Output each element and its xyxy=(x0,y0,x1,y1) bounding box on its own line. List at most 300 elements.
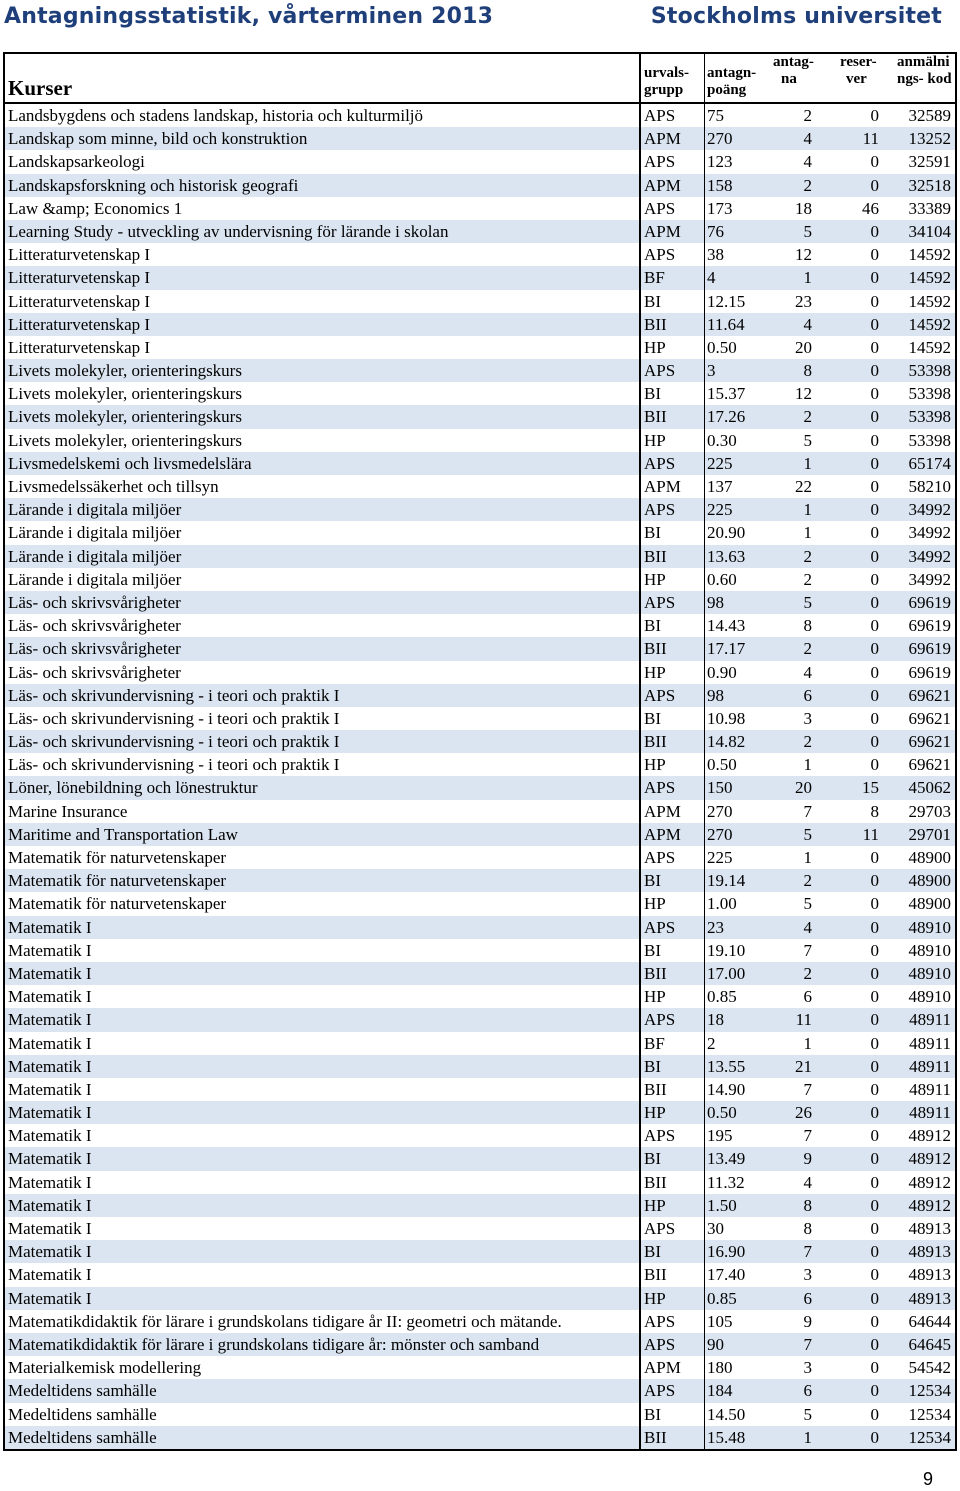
selection-group-cell: BII xyxy=(641,1171,705,1194)
selection-group-cell: BII xyxy=(641,637,705,660)
reserves-count-cell: 0 xyxy=(870,1334,879,1354)
admitted-count-cell: 1 xyxy=(803,848,812,867)
admitted-count-cell: 5 xyxy=(803,221,812,241)
reserves-count-cell: 0 xyxy=(870,1311,879,1331)
selection-group-cell: APM xyxy=(641,174,705,197)
application-code-cell: 69621 xyxy=(908,685,951,705)
application-code-cell: 48900 xyxy=(908,894,951,914)
admitted-count-cell: 7 xyxy=(803,1079,812,1099)
selection-group-cell: BII xyxy=(641,1263,705,1286)
table-row xyxy=(5,1217,955,1240)
admitted-count-cell: 1 xyxy=(803,453,812,473)
selection-group-cell: HP xyxy=(641,1287,705,1310)
reserves-count-cell: 0 xyxy=(870,245,879,265)
selection-group-cell: APS xyxy=(641,846,705,869)
application-code-cell: 34992 xyxy=(908,546,951,566)
admitted-count-cell: 1 xyxy=(803,1427,812,1447)
table-row xyxy=(5,243,955,266)
selection-group-cell: BII xyxy=(641,545,705,568)
course-name-cell: Medeltidens samhälle xyxy=(5,1426,641,1449)
course-name-cell: Matematik för naturvetenskaper xyxy=(5,869,641,892)
table-row xyxy=(5,197,955,220)
admitted-count-cell: 7 xyxy=(803,801,812,821)
application-code-cell: 48911 xyxy=(909,1079,951,1099)
admission-score-cell: 98 xyxy=(707,685,724,705)
admission-score-cell: 15.37 xyxy=(707,384,746,404)
selection-group-cell: APS xyxy=(641,1379,705,1402)
selection-group-cell: APS xyxy=(641,1333,705,1356)
table-row xyxy=(5,1032,955,1055)
reserves-count-cell: 0 xyxy=(870,592,879,612)
application-code-cell: 64644 xyxy=(908,1311,951,1331)
selection-group-cell: APS xyxy=(641,150,705,173)
column-header-urvalsgrupp xyxy=(641,54,705,102)
course-name-cell: Materialkemisk modellering xyxy=(5,1356,641,1379)
course-name-cell: Matematik I xyxy=(5,1078,641,1101)
page-header xyxy=(0,0,960,40)
application-code-cell: 48900 xyxy=(908,848,951,867)
selection-group-cell: BI xyxy=(641,939,705,962)
admission-score-cell: 0.85 xyxy=(707,1288,737,1308)
selection-group-cell: APS xyxy=(641,684,705,707)
admitted-count-cell: 1 xyxy=(803,500,812,520)
table-row xyxy=(5,985,955,1008)
table-row xyxy=(5,1194,955,1217)
admission-score-cell: 180 xyxy=(707,1358,733,1378)
selection-group-cell: BI xyxy=(641,1240,705,1263)
table-row xyxy=(5,1008,955,1031)
admission-score-cell: 105 xyxy=(707,1311,733,1331)
admission-score-cell: 225 xyxy=(707,500,733,520)
selection-group-cell: APS xyxy=(641,591,705,614)
reserves-count-cell: 0 xyxy=(870,1381,879,1401)
application-code-cell: 69621 xyxy=(908,755,951,775)
selection-group-cell: HP xyxy=(641,1194,705,1217)
course-name-cell: Läs- och skrivsvårigheter xyxy=(5,591,641,614)
admission-score-cell: 270 xyxy=(707,801,733,821)
admission-score-cell: 12.15 xyxy=(707,291,746,311)
reserves-count-cell: 46 xyxy=(862,198,879,218)
application-code-cell: 29703 xyxy=(908,801,951,821)
application-code-cell: 14592 xyxy=(908,245,951,265)
admission-score-cell: 173 xyxy=(707,198,733,218)
course-name-cell: Law &amp; Economics 1 xyxy=(5,197,641,220)
column-header-urvalsgrupp-line1: urvals- xyxy=(644,65,689,81)
admitted-count-cell: 8 xyxy=(803,1219,812,1238)
selection-group-cell: APM xyxy=(641,823,705,846)
table-row xyxy=(5,591,955,614)
reserves-count-cell: 0 xyxy=(870,453,879,473)
table-row xyxy=(5,382,955,405)
admission-score-cell: 225 xyxy=(707,453,733,473)
admission-score-cell: 75 xyxy=(707,106,724,125)
admitted-count-cell: 2 xyxy=(803,407,812,427)
application-code-cell: 48912 xyxy=(908,1195,951,1215)
table-row xyxy=(5,475,955,498)
reserves-count-cell: 0 xyxy=(870,106,879,125)
application-code-cell: 34992 xyxy=(908,500,951,520)
course-name-cell: Livsmedelskemi och livsmedelslära xyxy=(5,452,641,475)
table-row xyxy=(5,1078,955,1101)
table-row xyxy=(5,753,955,776)
application-code-cell: 12534 xyxy=(908,1427,951,1447)
admission-statistics-table xyxy=(3,52,957,1451)
application-code-cell: 14592 xyxy=(908,314,951,334)
admission-score-cell: 13.49 xyxy=(707,1149,746,1169)
column-header-anmalningskod xyxy=(883,54,955,102)
course-name-cell: Livets molekyler, orienteringskurs xyxy=(5,359,641,382)
reserves-count-cell: 0 xyxy=(870,1149,879,1169)
admitted-count-cell: 5 xyxy=(803,894,812,914)
application-code-cell: 69619 xyxy=(908,662,951,682)
selection-group-cell: BII xyxy=(641,962,705,985)
course-name-cell: Livsmedelssäkerhet och tillsyn xyxy=(5,475,641,498)
course-name-cell: Matematik I xyxy=(5,1124,641,1147)
reserves-count-cell: 0 xyxy=(870,871,879,891)
reserves-count-cell: 8 xyxy=(870,801,879,821)
course-name-cell: Livets molekyler, orienteringskurs xyxy=(5,382,641,405)
column-header-antagningspoang-line2: poäng xyxy=(707,82,747,98)
course-name-cell: Litteraturvetenskap I xyxy=(5,290,641,313)
table-row xyxy=(5,962,955,985)
table-row xyxy=(5,614,955,637)
table-row xyxy=(5,1310,955,1333)
application-code-cell: 48911 xyxy=(909,1056,951,1076)
selection-group-cell: APM xyxy=(641,220,705,243)
selection-group-cell: APS xyxy=(641,359,705,382)
selection-group-cell: APM xyxy=(641,475,705,498)
course-name-cell: Lärande i digitala miljöer xyxy=(5,568,641,591)
admission-score-cell: 17.00 xyxy=(707,963,746,983)
admission-score-cell: 76 xyxy=(707,221,724,241)
application-code-cell: 48913 xyxy=(908,1265,951,1285)
selection-group-cell: APM xyxy=(641,1356,705,1379)
course-name-cell: Läs- och skrivsvårigheter xyxy=(5,661,641,684)
admission-score-cell: 16.90 xyxy=(707,1242,746,1262)
selection-group-cell: APS xyxy=(641,1217,705,1240)
admission-score-cell: 0.50 xyxy=(707,337,737,357)
admitted-count-cell: 9 xyxy=(803,1149,812,1169)
selection-group-cell: BI xyxy=(641,707,705,730)
selection-group-cell: HP xyxy=(641,568,705,591)
selection-group-cell: APS xyxy=(641,1008,705,1031)
reserves-count-cell: 0 xyxy=(870,1033,879,1053)
course-name-cell: Lärande i digitala miljöer xyxy=(5,545,641,568)
course-name-cell: Learning Study - utveckling av undervisning för lärande i skolan xyxy=(5,220,641,243)
course-name-cell: Landskap som minne, bild och konstruktion xyxy=(5,127,641,150)
table-row xyxy=(5,823,955,846)
admission-score-cell: 13.55 xyxy=(707,1056,746,1076)
column-header-antagningspoang xyxy=(705,54,771,102)
reserves-count-cell: 0 xyxy=(870,1010,879,1030)
selection-group-cell: APS xyxy=(641,1124,705,1147)
application-code-cell: 32591 xyxy=(908,152,951,172)
application-code-cell: 48900 xyxy=(908,871,951,891)
selection-group-cell: HP xyxy=(641,336,705,359)
reserves-count-cell: 0 xyxy=(870,616,879,636)
table-row xyxy=(5,429,955,452)
application-code-cell: 33389 xyxy=(908,198,951,218)
course-name-cell: Marine Insurance xyxy=(5,800,641,823)
reserves-count-cell: 0 xyxy=(870,500,879,520)
admitted-count-cell: 9 xyxy=(803,1311,812,1331)
table-row xyxy=(5,266,955,289)
table-row xyxy=(5,545,955,568)
admission-score-cell: 0.60 xyxy=(707,569,737,589)
course-name-cell: Matematik I xyxy=(5,1171,641,1194)
reserves-count-cell: 0 xyxy=(870,1056,879,1076)
application-code-cell: 53398 xyxy=(908,361,951,381)
reserves-count-cell: 11 xyxy=(862,824,879,844)
reserves-count-cell: 15 xyxy=(862,778,879,798)
selection-group-cell: BF xyxy=(641,1032,705,1055)
application-code-cell: 53398 xyxy=(908,407,951,427)
course-name-cell: Litteraturvetenskap I xyxy=(5,243,641,266)
selection-group-cell: BI xyxy=(641,614,705,637)
reserves-count-cell: 0 xyxy=(870,917,879,937)
reserves-count-cell: 0 xyxy=(870,221,879,241)
reserves-count-cell: 0 xyxy=(870,291,879,311)
admission-score-cell: 0.50 xyxy=(707,755,737,775)
application-code-cell: 32518 xyxy=(908,175,951,195)
table-row xyxy=(5,1055,955,1078)
admission-score-cell: 30 xyxy=(707,1219,724,1238)
application-code-cell: 34104 xyxy=(908,221,951,241)
admitted-count-cell: 1 xyxy=(803,523,812,543)
reserves-count-cell: 0 xyxy=(870,1172,879,1192)
application-code-cell: 53398 xyxy=(908,430,951,450)
application-code-cell: 45062 xyxy=(908,778,951,798)
table-row xyxy=(5,1333,955,1356)
course-name-cell: Litteraturvetenskap I xyxy=(5,313,641,336)
column-header-reserver xyxy=(816,54,883,102)
table-row xyxy=(5,1124,955,1147)
table-row xyxy=(5,1403,955,1426)
admitted-count-cell: 4 xyxy=(803,314,812,334)
selection-group-cell: APS xyxy=(641,452,705,475)
course-name-cell: Matematik I xyxy=(5,1194,641,1217)
table-row xyxy=(5,1287,955,1310)
course-name-cell: Läs- och skrivundervisning - i teori och praktik I xyxy=(5,753,641,776)
admission-score-cell: 2 xyxy=(707,1033,716,1053)
selection-group-cell: APS xyxy=(641,498,705,521)
admitted-count-cell: 2 xyxy=(803,732,812,752)
selection-group-cell: APS xyxy=(641,243,705,266)
application-code-cell: 69621 xyxy=(908,732,951,752)
admitted-count-cell: 7 xyxy=(803,1126,812,1146)
application-code-cell: 58210 xyxy=(908,477,951,496)
admission-score-cell: 14.50 xyxy=(707,1404,746,1424)
application-code-cell: 53398 xyxy=(908,384,951,404)
course-name-cell: Matematik I xyxy=(5,1008,641,1031)
application-code-cell: 54542 xyxy=(908,1358,951,1378)
table-row xyxy=(5,1147,955,1170)
course-name-cell: Matematik I xyxy=(5,1287,641,1310)
admitted-count-cell: 7 xyxy=(803,1334,812,1354)
course-name-cell: Lärande i digitala miljöer xyxy=(5,521,641,544)
reserves-count-cell: 0 xyxy=(870,987,879,1007)
table-row xyxy=(5,150,955,173)
course-name-cell: Läs- och skrivundervisning - i teori och praktik I xyxy=(5,707,641,730)
admission-score-cell: 23 xyxy=(707,917,724,937)
admission-score-cell: 14.82 xyxy=(707,732,746,752)
course-name-cell: Läs- och skrivundervisning - i teori och praktik I xyxy=(5,730,641,753)
table-row xyxy=(5,359,955,382)
column-header-urvalsgrupp-line2: grupp xyxy=(644,82,684,98)
table-row xyxy=(5,452,955,475)
admission-score-cell: 20.90 xyxy=(707,523,746,543)
course-name-cell: Maritime and Transportation Law xyxy=(5,823,641,846)
application-code-cell: 48910 xyxy=(908,987,951,1007)
course-name-cell: Läs- och skrivsvårigheter xyxy=(5,614,641,637)
course-name-cell: Matematik för naturvetenskaper xyxy=(5,846,641,869)
selection-group-cell: HP xyxy=(641,429,705,452)
course-name-cell: Matematik I xyxy=(5,1101,641,1124)
table-row xyxy=(5,498,955,521)
course-name-cell: Läs- och skrivsvårigheter xyxy=(5,637,641,660)
admitted-count-cell: 8 xyxy=(803,616,812,636)
page-number: 9 xyxy=(923,1469,934,1489)
admission-score-cell: 14.43 xyxy=(707,616,746,636)
reserves-count-cell: 0 xyxy=(870,407,879,427)
course-name-cell: Matematik I xyxy=(5,916,641,939)
table-row xyxy=(5,869,955,892)
course-name-cell: Matematik I xyxy=(5,1055,641,1078)
admitted-count-cell: 5 xyxy=(803,824,812,844)
admission-score-cell: 3 xyxy=(707,361,716,381)
admission-score-cell: 225 xyxy=(707,848,733,867)
reserves-count-cell: 0 xyxy=(870,361,879,381)
course-name-cell: Medeltidens samhälle xyxy=(5,1403,641,1426)
reserves-count-cell: 0 xyxy=(870,1358,879,1378)
course-name-cell: Matematik I xyxy=(5,1240,641,1263)
course-name-cell: Matematik I xyxy=(5,962,641,985)
admission-score-cell: 19.10 xyxy=(707,940,746,960)
table-row xyxy=(5,336,955,359)
reserves-count-cell: 0 xyxy=(870,848,879,867)
admission-score-cell: 14.90 xyxy=(707,1079,746,1099)
selection-group-cell: HP xyxy=(641,1101,705,1124)
admitted-count-cell: 3 xyxy=(803,1358,812,1378)
reserves-count-cell: 0 xyxy=(870,1427,879,1447)
selection-group-cell: BI xyxy=(641,382,705,405)
admitted-count-cell: 18 xyxy=(795,198,812,218)
course-name-cell: Matematik I xyxy=(5,1032,641,1055)
admission-score-cell: 10.98 xyxy=(707,708,746,728)
reserves-count-cell: 0 xyxy=(870,1242,879,1262)
admitted-count-cell: 2 xyxy=(803,639,812,659)
admitted-count-cell: 8 xyxy=(803,1195,812,1215)
admitted-count-cell: 4 xyxy=(803,1172,812,1192)
course-name-cell: Matematikdidaktik för lärare i grundskolans tidigare år: mönster och samband xyxy=(5,1333,641,1356)
reserves-count-cell: 0 xyxy=(870,569,879,589)
selection-group-cell: BII xyxy=(641,730,705,753)
selection-group-cell: BI xyxy=(641,290,705,313)
course-name-cell: Landskapsforskning och historisk geografi xyxy=(5,174,641,197)
course-name-cell: Livets molekyler, orienteringskurs xyxy=(5,429,641,452)
table-row xyxy=(5,776,955,799)
application-code-cell: 69619 xyxy=(908,592,951,612)
application-code-cell: 48913 xyxy=(908,1242,951,1262)
admission-score-cell: 123 xyxy=(707,152,733,172)
reserves-count-cell: 0 xyxy=(870,639,879,659)
admission-score-cell: 38 xyxy=(707,245,724,265)
admitted-count-cell: 6 xyxy=(803,1288,812,1308)
admitted-count-cell: 22 xyxy=(795,477,812,496)
reserves-count-cell: 0 xyxy=(870,1404,879,1424)
selection-group-cell: APS xyxy=(641,916,705,939)
admission-score-cell: 18 xyxy=(707,1010,724,1030)
table-row xyxy=(5,916,955,939)
reserves-count-cell: 0 xyxy=(870,1079,879,1099)
admitted-count-cell: 6 xyxy=(803,987,812,1007)
application-code-cell: 13252 xyxy=(908,129,951,149)
reserves-count-cell: 0 xyxy=(870,708,879,728)
selection-group-cell: BI xyxy=(641,1147,705,1170)
reserves-count-cell: 0 xyxy=(870,523,879,543)
application-code-cell: 48910 xyxy=(908,917,951,937)
admitted-count-cell: 11 xyxy=(795,1010,812,1030)
application-code-cell: 48910 xyxy=(908,963,951,983)
selection-group-cell: APM xyxy=(641,800,705,823)
selection-group-cell: BII xyxy=(641,313,705,336)
admitted-count-cell: 6 xyxy=(803,685,812,705)
selection-group-cell: BII xyxy=(641,405,705,428)
admitted-count-cell: 2 xyxy=(803,546,812,566)
admitted-count-cell: 4 xyxy=(803,152,812,172)
course-name-cell: Matematik I xyxy=(5,939,641,962)
selection-group-cell: BI xyxy=(641,1403,705,1426)
course-name-cell: Medeltidens samhälle xyxy=(5,1379,641,1402)
reserves-count-cell: 0 xyxy=(870,430,879,450)
column-header-antagna xyxy=(771,54,816,102)
reserves-count-cell: 0 xyxy=(870,546,879,566)
course-name-cell: Lärande i digitala miljöer xyxy=(5,498,641,521)
admission-score-cell: 1.50 xyxy=(707,1195,737,1215)
admitted-count-cell: 12 xyxy=(795,245,812,265)
table-header xyxy=(5,54,955,104)
reserves-count-cell: 0 xyxy=(870,175,879,195)
reserves-count-cell: 0 xyxy=(870,963,879,983)
course-name-cell: Matematik I xyxy=(5,985,641,1008)
table-row xyxy=(5,637,955,660)
selection-group-cell: HP xyxy=(641,661,705,684)
admitted-count-cell: 1 xyxy=(803,1033,812,1053)
course-name-cell: Matematik I xyxy=(5,1217,641,1240)
table-row xyxy=(5,846,955,869)
course-name-cell: Litteraturvetenskap I xyxy=(5,336,641,359)
application-code-cell: 12534 xyxy=(908,1381,951,1401)
reserves-count-cell: 0 xyxy=(870,337,879,357)
selection-group-cell: APS xyxy=(641,104,705,127)
admission-score-cell: 90 xyxy=(707,1334,724,1354)
reserves-count-cell: 0 xyxy=(870,152,879,172)
course-name-cell: Löner, lönebildning och lönestruktur xyxy=(5,776,641,799)
application-code-cell: 32589 xyxy=(908,106,951,125)
reserves-count-cell: 0 xyxy=(870,314,879,334)
admission-score-cell: 184 xyxy=(707,1381,733,1401)
application-code-cell: 48911 xyxy=(909,1010,951,1030)
table-row xyxy=(5,220,955,243)
selection-group-cell: HP xyxy=(641,985,705,1008)
table-row xyxy=(5,568,955,591)
table-row xyxy=(5,1240,955,1263)
reserves-count-cell: 0 xyxy=(870,268,879,288)
admitted-count-cell: 3 xyxy=(803,1265,812,1285)
table-row xyxy=(5,290,955,313)
column-header-anmalningskod-line2: ngs- kod xyxy=(897,71,952,87)
table-row xyxy=(5,939,955,962)
